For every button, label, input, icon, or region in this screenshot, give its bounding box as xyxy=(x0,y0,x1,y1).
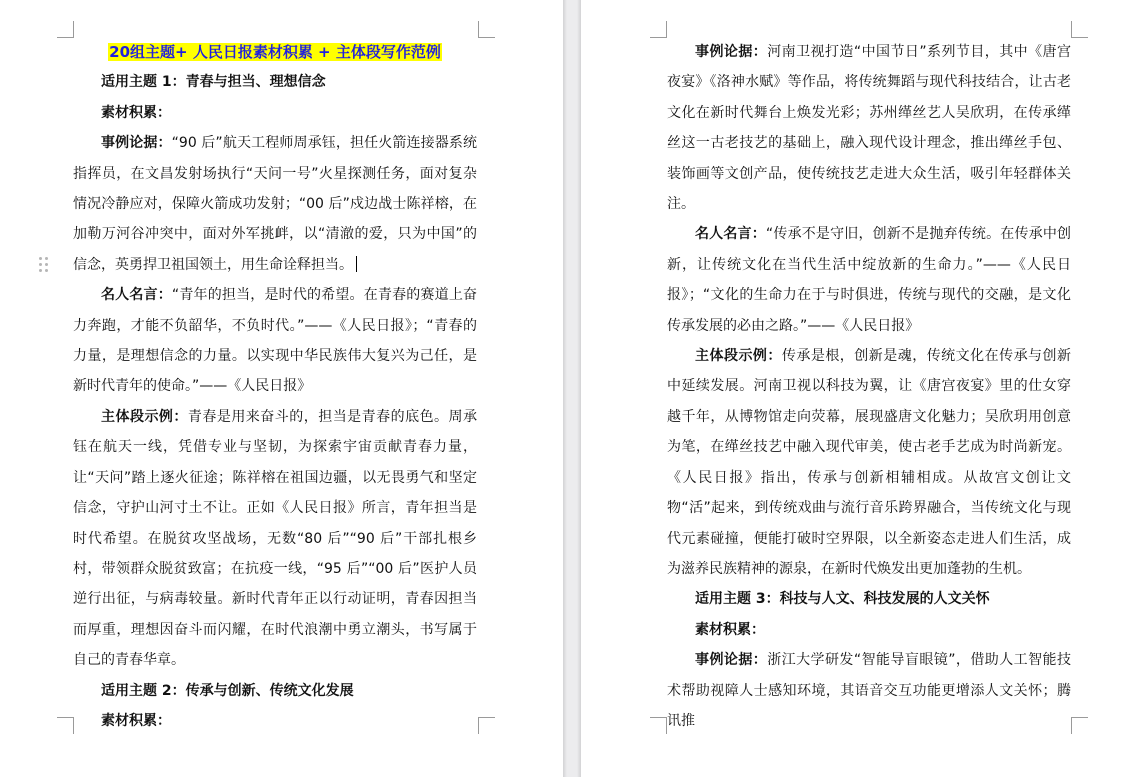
margin-corner-top-left xyxy=(57,21,74,38)
paragraph-lead-label: 名人名言： xyxy=(101,287,172,304)
page-gap-divider xyxy=(563,0,581,777)
paragraph-lead-label: 事例论据： xyxy=(695,652,768,669)
left-page-paragraphs[interactable] xyxy=(73,67,477,736)
body-paragraph[interactable] xyxy=(73,280,477,402)
section-heading[interactable] xyxy=(667,584,1071,614)
heading-text: 素材积累： xyxy=(695,621,765,638)
section-heading[interactable] xyxy=(73,98,477,128)
section-heading[interactable] xyxy=(73,67,477,97)
margin-corner-top-right xyxy=(478,21,495,38)
margin-corner-bottom-left xyxy=(57,717,74,734)
heading-text: 素材积累： xyxy=(101,104,171,121)
margin-corner-bottom-right xyxy=(478,717,495,734)
body-paragraph[interactable] xyxy=(667,341,1071,584)
document-title-text: 20组主题+ 人民日报素材积累 + 主体段写作范例 xyxy=(109,43,441,61)
margin-corner-bottom-right xyxy=(1071,717,1088,734)
paragraph-text: “90 后”航天工程师周承钰，担任火箭连接器系统指挥员，在文昌发射场执行“天问一号”火星探测任务，面对复杂情况冷静应对，保障火箭成功发射；“00 后”戍边战士陈祥榕，在加勒万河谷冲突中，面对外军挑衅，以“清澈的爱，只为中国”的信念，英勇捍卫祖国领土，用生命诠释担当。 xyxy=(73,135,478,273)
section-heading[interactable] xyxy=(667,615,1071,645)
paragraph-drag-handle-icon[interactable] xyxy=(39,257,49,273)
paragraph-lead-label: 事例论据： xyxy=(101,135,172,152)
margin-corner-top-right xyxy=(1071,21,1088,38)
paragraph-lead-label: 主体段示例： xyxy=(101,408,188,425)
right-page-content[interactable] xyxy=(667,37,1071,736)
heading-text: 适用主题 2：传承与创新、传统文化发展 xyxy=(101,682,354,699)
right-page-paragraphs[interactable] xyxy=(667,37,1071,736)
section-heading[interactable] xyxy=(73,676,477,706)
body-paragraph[interactable] xyxy=(73,128,477,280)
paragraph-text: “青年的担当，是时代的希望。在青春的赛道上奋力奔跑，才能不负韶华，不负时代。”——《人民日报》；“青春的力量，是理想信念的力量。以实现中华民族伟大复兴为己任，是新时代青年的使命。”——《人民日报》 xyxy=(73,287,477,395)
paragraph-lead-label: 主体段示例： xyxy=(695,348,782,365)
paragraph-lead-label: 事例论据： xyxy=(695,44,768,60)
body-paragraph[interactable] xyxy=(667,37,1071,219)
section-heading[interactable] xyxy=(73,706,477,736)
paragraph-text: 传承是根，创新是魂，传统文化在传承与创新中延续发展。河南卫视以科技为翼，让《唐宫夜宴》里的仕女穿越千年，从博物馆走向荧幕，展现盛唐文化魅力；吴欣玥用创意为笔，在缂丝技艺中融入现代审美，使古老手艺成为时尚新宠。《人民日报》指出，传承与创新相辅相成。从故宫文创让文物“活”起来，到传统戏曲与流行音乐跨界融合，当传统文化与现代元素碰撞，便能打破时空界限，以全新姿态走进人们生活，成为滋养民族精神的源泉，在新时代焕发出更加蓬勃的生机。 xyxy=(667,348,1072,577)
left-page-content[interactable] xyxy=(73,37,477,736)
paragraph-text: 浙江大学研发“智能导盲眼镜”，借助人工智能技术帮助视障人士感知环境，其语音交互功能更增添人文关怀；腾讯推 xyxy=(667,652,1071,729)
document-title xyxy=(73,37,477,67)
paragraph-text: 河南卫视打造“中国节日”系列节目，其中《唐宫夜宴》《洛神水赋》等作品，将传统舞蹈与现代科技结合，让古老文化在新时代舞台上焕发光彩；苏州缂丝艺人吴欣玥，在传承缂丝这一古老技艺的基础上，融入现代设计理念，推出缂丝手包、装饰画等文创产品，使传统技艺走进大众生活，吸引年轻群体关注。 xyxy=(667,44,1071,213)
paragraph-text: 青春是用来奋斗的，担当是青春的底色。周承钰在航天一线，凭借专业与坚韧，为探索宇宙贡献青春力量，让“天问”踏上逐火征途；陈祥榕在祖国边疆，以无畏勇气和坚定信念，守护山河寸土不让。正如《人民日报》所言，青年担当是时代希望。在脱贫攻坚战场，无数“80 后”“90 后”干部扎根乡村，带领群众脱贫致富；在抗疫一线，“95 后”“00 后”医护人员逆行出征，与病毒较量。新时代青年正以行动证明，青春因担当而厚重，理想因奋斗而闪耀，在时代浪潮中勇立潮头，书写属于自己的青春华章。 xyxy=(73,408,478,669)
paragraph-lead-label: 名人名言： xyxy=(695,226,766,243)
body-paragraph[interactable] xyxy=(73,402,477,676)
paragraph-text: “传承不是守旧，创新不是抛弃传统。在传承中创新，让传统文化在当代生活中绽放新的生命力。”——《人民日报》；“文化的生命力在于与时俱进，传统与现代的交融，是文化传承发展的必由之路。”——《人民日报》 xyxy=(667,226,1071,334)
margin-corner-top-left xyxy=(650,21,667,38)
text-cursor xyxy=(356,256,357,272)
body-paragraph[interactable] xyxy=(667,645,1071,736)
heading-text: 适用主题 1：青春与担当、理想信念 xyxy=(101,74,326,91)
margin-corner-bottom-left xyxy=(650,717,667,734)
heading-text: 素材积累： xyxy=(101,712,171,729)
heading-text: 适用主题 3：科技与人文、科技发展的人文关怀 xyxy=(695,591,990,608)
body-paragraph[interactable] xyxy=(667,219,1071,341)
